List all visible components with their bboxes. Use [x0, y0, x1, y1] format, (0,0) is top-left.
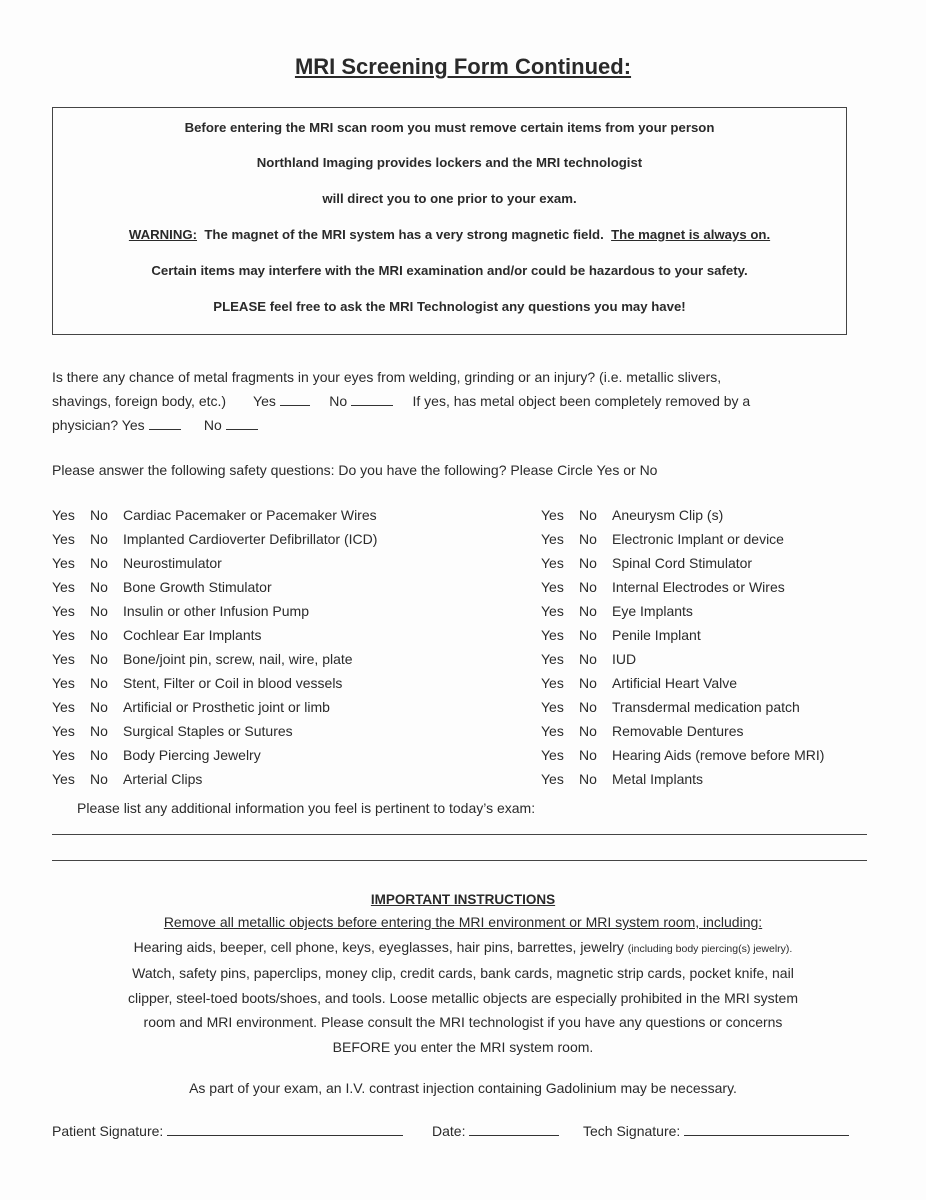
- checklist-item-label: Artificial or Prosthetic joint or limb: [123, 699, 330, 715]
- no-option[interactable]: No: [579, 771, 597, 787]
- checklist-item-label: Bone Growth Stimulator: [123, 579, 272, 595]
- contrast-notice: As part of your exam, an I.V. contrast injection containing Gadolinium may be necessary.: [189, 1080, 737, 1096]
- checklist-item-label: Stent, Filter or Coil in blood vessels: [123, 675, 343, 691]
- warning-label: WARNING:: [128, 227, 198, 242]
- checklist-item-label: Insulin or other Infusion Pump: [123, 603, 309, 619]
- checklist-item-label: Electronic Implant or device: [612, 531, 784, 547]
- yes-option[interactable]: Yes: [541, 555, 564, 571]
- metal-question-line2: shavings, foreign body, etc.) Yes No If yes, has metal object been completely removed by a: [52, 393, 751, 409]
- instructions-line-3: clipper, steel-toed boots/shoes, and tools. Loose metallic objects are especially prohibited in the MRI system: [127, 989, 799, 1006]
- checklist-item-label: Spinal Cord Stimulator: [612, 555, 753, 571]
- checklist-item-label: Body Piercing Jewelry: [123, 747, 261, 763]
- patient-signature: Patient Signature:: [52, 1121, 403, 1139]
- left-checklist: [52, 507, 472, 797]
- tech-signature-line[interactable]: [684, 1121, 849, 1136]
- yes-option[interactable]: Yes: [52, 675, 75, 691]
- warning-text: The magnet of the MRI system has a very strong magnetic field.: [204, 227, 604, 242]
- no-option[interactable]: No: [90, 531, 108, 547]
- date-line[interactable]: [469, 1121, 559, 1136]
- checklist-item-label: Metal Implants: [612, 771, 704, 787]
- no-option[interactable]: No: [90, 627, 108, 643]
- removed-yes-blank[interactable]: [149, 415, 181, 430]
- instructions-line-2: Watch, safety pins, paperclips, money clip, credit cards, bank cards, magnetic strip cards, pocket knife, nail: [132, 965, 794, 981]
- instructions-line-1: Hearing aids, beeper, cell phone, keys, eyeglasses, hair pins, barrettes, jewelry (including body piercing(s) jewelry).: [133, 938, 793, 955]
- checklist-item-label: Cochlear Ear Implants: [123, 627, 262, 643]
- yes-option[interactable]: Yes: [52, 579, 75, 595]
- additional-info-line-2[interactable]: [52, 860, 867, 861]
- no-option[interactable]: No: [579, 603, 597, 619]
- right-checklist: [541, 507, 881, 797]
- no-option[interactable]: No: [579, 579, 597, 595]
- important-instructions-heading: IMPORTANT INSTRUCTIONS: [370, 892, 556, 907]
- yes-option[interactable]: Yes: [541, 627, 564, 643]
- yes-option[interactable]: Yes: [52, 771, 75, 787]
- checklist-item-label: Hearing Aids (remove before MRI): [612, 747, 825, 763]
- no-option[interactable]: No: [579, 747, 597, 763]
- no-option[interactable]: No: [90, 507, 108, 523]
- checklist-item-label: Penile Implant: [612, 627, 701, 643]
- yes-option[interactable]: Yes: [541, 603, 564, 619]
- no-option[interactable]: No: [90, 555, 108, 571]
- removed-no-blank[interactable]: [226, 415, 258, 430]
- no-option[interactable]: No: [579, 507, 597, 523]
- patient-signature-line[interactable]: [167, 1121, 403, 1136]
- metal-no-blank[interactable]: [351, 391, 393, 406]
- yes-option[interactable]: Yes: [541, 771, 564, 787]
- checklist-item-label: Transdermal medication patch: [612, 699, 800, 715]
- metal-fragments-question: [52, 365, 872, 437]
- yes-option[interactable]: Yes: [541, 675, 564, 691]
- yes-option[interactable]: Yes: [52, 723, 75, 739]
- yes-option[interactable]: Yes: [541, 699, 564, 715]
- yes-option[interactable]: Yes: [52, 507, 75, 523]
- notice-box: [52, 107, 847, 335]
- yes-option[interactable]: Yes: [52, 699, 75, 715]
- yes-option[interactable]: Yes: [541, 651, 564, 667]
- no-option[interactable]: No: [90, 771, 108, 787]
- no-option[interactable]: No: [90, 723, 108, 739]
- instructions-subheading: Remove all metallic objects before entering the MRI environment or MRI system room, including:: [163, 914, 763, 930]
- yes-option[interactable]: Yes: [541, 723, 564, 739]
- no-option[interactable]: No: [90, 579, 108, 595]
- no-option[interactable]: No: [579, 531, 597, 547]
- no-option[interactable]: No: [90, 747, 108, 763]
- notice-line-remove-items: Before entering the MRI scan room you must remove certain items from your person: [184, 120, 715, 135]
- notice-line-lockers: Northland Imaging provides lockers and the MRI technologist: [256, 155, 643, 170]
- additional-info-prompt: Please list any additional information you feel is pertinent to today’s exam:: [77, 800, 536, 816]
- notice-warning: [53, 227, 846, 242]
- checklist-item-label: Cardiac Pacemaker or Pacemaker Wires: [123, 507, 377, 523]
- checklist-item-label: IUD: [612, 651, 637, 667]
- no-option[interactable]: No: [579, 675, 597, 691]
- yes-option[interactable]: Yes: [52, 747, 75, 763]
- no-option[interactable]: No: [579, 723, 597, 739]
- notice-line-hazard: Certain items may interfere with the MRI examination and/or could be hazardous to your safety.: [151, 263, 748, 278]
- warning-always-on: The magnet is always on.: [611, 227, 771, 242]
- no-option[interactable]: No: [579, 699, 597, 715]
- instructions-body: [40, 910, 886, 1059]
- metal-yes-blank[interactable]: [280, 391, 310, 406]
- yes-option[interactable]: Yes: [52, 627, 75, 643]
- metal-question-line3: physician? Yes No: [52, 413, 872, 437]
- no-option[interactable]: No: [90, 603, 108, 619]
- yes-option[interactable]: Yes: [52, 555, 75, 571]
- checklist-item-label: Artificial Heart Valve: [612, 675, 738, 691]
- yes-option[interactable]: Yes: [541, 531, 564, 547]
- instructions-line-4: room and MRI environment. Please consult the MRI technologist if you have any questions or concerns: [143, 1014, 783, 1030]
- page-title: MRI Screening Form Continued:: [294, 54, 632, 79]
- no-option[interactable]: No: [90, 675, 108, 691]
- checklist-item-label: Internal Electrodes or Wires: [612, 579, 785, 595]
- safety-prompt: Please answer the following safety questions: Do you have the following? Please Circle Yes or No: [52, 462, 658, 478]
- no-option[interactable]: No: [90, 699, 108, 715]
- no-option[interactable]: No: [579, 627, 597, 643]
- checklist-item-label: Removable Dentures: [612, 723, 744, 739]
- checklist-item-label: Bone/joint pin, screw, nail, wire, plate: [123, 651, 353, 667]
- yes-option[interactable]: Yes: [541, 747, 564, 763]
- yes-option[interactable]: Yes: [541, 579, 564, 595]
- no-option[interactable]: No: [579, 651, 597, 667]
- yes-option[interactable]: Yes: [52, 651, 75, 667]
- checklist-item-label: Implanted Cardioverter Defibrillator (ICD): [123, 531, 378, 547]
- no-option[interactable]: No: [90, 651, 108, 667]
- checklist-item-label: Surgical Staples or Sutures: [123, 723, 293, 739]
- yes-option[interactable]: Yes: [52, 603, 75, 619]
- metal-question-line1: Is there any chance of metal fragments in your eyes from welding, grinding or an injury? (i.e. metallic slivers,: [52, 369, 722, 385]
- yes-option[interactable]: Yes: [52, 531, 75, 547]
- no-option[interactable]: No: [579, 555, 597, 571]
- additional-info-line-1[interactable]: [52, 834, 867, 835]
- date-field: Date:: [432, 1121, 559, 1139]
- tech-signature: Tech Signature:: [583, 1121, 849, 1139]
- instructions-line-5: BEFORE you enter the MRI system room.: [332, 1038, 594, 1055]
- yes-option[interactable]: Yes: [541, 507, 564, 523]
- checklist-item-label: Eye Implants: [612, 603, 693, 619]
- checklist-item-label: Arterial Clips: [123, 771, 203, 787]
- notice-line-direct: will direct you to one prior to your exam.: [322, 191, 577, 206]
- checklist-item-label: Aneurysm Clip (s): [612, 507, 724, 523]
- checklist-item-label: Neurostimulator: [123, 555, 222, 571]
- notice-line-questions: PLEASE feel free to ask the MRI Technologist any questions you may have!: [213, 299, 686, 314]
